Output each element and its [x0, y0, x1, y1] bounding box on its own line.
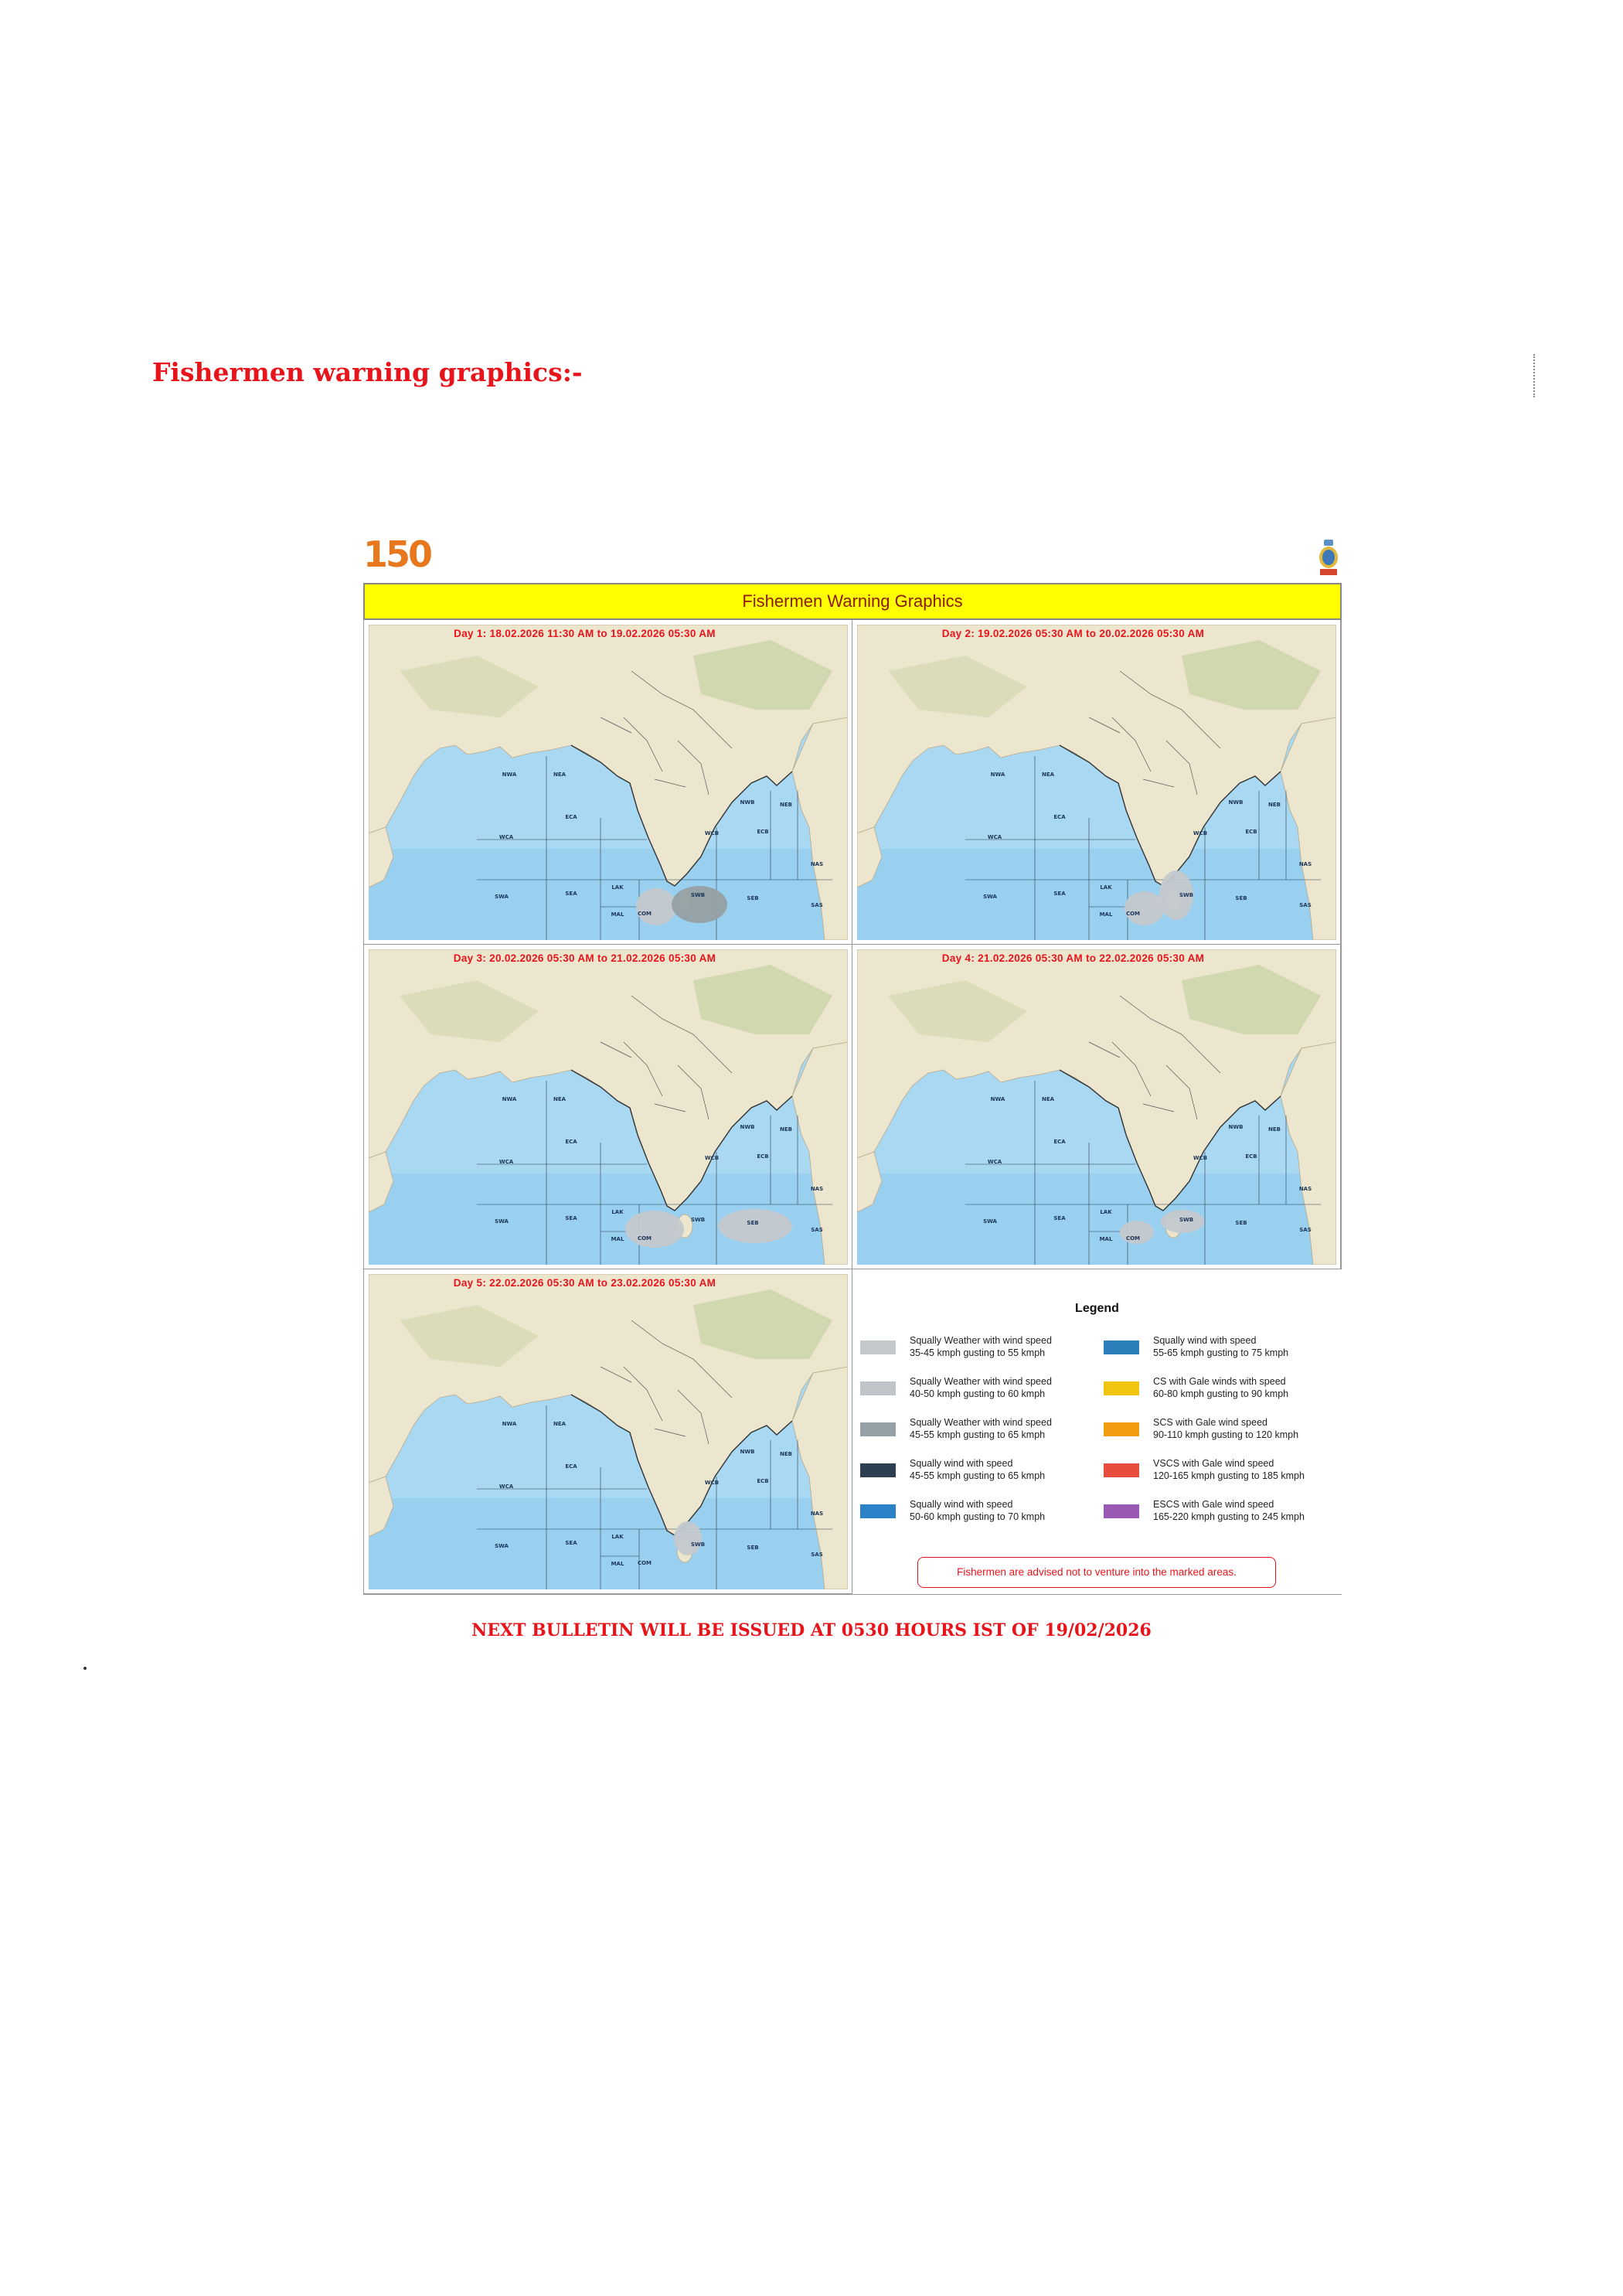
zone-label-ecb: ECB — [1245, 829, 1257, 835]
india-map-day-2 — [857, 625, 1336, 940]
legend-title: Legend — [1075, 1302, 1119, 1315]
legend-swatch — [860, 1463, 896, 1477]
zone-label-mal: MAL — [611, 911, 624, 918]
legend-swatch — [1104, 1381, 1139, 1395]
legend-line1: SCS with Gale wind speed — [1153, 1417, 1267, 1428]
india-map-day-4 — [857, 949, 1336, 1265]
zone-label-sas: SAS — [811, 902, 823, 908]
zone-label-sas: SAS — [811, 1552, 823, 1558]
zone-label-nas: NAS — [1298, 861, 1312, 867]
zone-label-lak: LAK — [1100, 1209, 1112, 1215]
legend-line2: 40-50 kmph gusting to 60 kmph — [910, 1388, 1046, 1399]
zone-label-com: COM — [1125, 911, 1141, 917]
india-map-day-1 — [369, 625, 848, 940]
zone-label-mal: MAL — [611, 1236, 624, 1242]
legend-item — [1104, 1375, 1342, 1411]
day-label: Day 3: 20.02.2026 05:30 AM to 21.02.2026 05:30 AM — [453, 952, 716, 964]
zone-label-lak: LAK — [611, 1534, 624, 1540]
legend-line2: 55-65 kmph gusting to 75 kmph — [1153, 1347, 1289, 1358]
zone-label-mal: MAL — [611, 1561, 624, 1567]
zone-label-wca: WCA — [987, 1159, 1002, 1165]
zone-label-neb: NEB — [1268, 1126, 1281, 1133]
stray-dot — [83, 1667, 87, 1670]
legend-line1: Squally Weather with wind speed — [910, 1376, 1052, 1387]
day-map-4 — [852, 945, 1341, 1269]
graphic-title-bar: Fishermen Warning Graphics — [363, 583, 1342, 620]
legend-item — [1104, 1457, 1342, 1493]
day-map-2 — [852, 620, 1341, 945]
zone-label-nwb: NWB — [740, 1124, 755, 1130]
day-label: Day 5: 22.02.2026 05:30 AM to 23.02.2026 05:30 AM — [453, 1277, 716, 1289]
day-map-5 — [364, 1269, 852, 1594]
legend-panel — [852, 1269, 1342, 1594]
legend-line1: Squally wind with speed — [910, 1499, 1013, 1510]
zone-label-ecb: ECB — [757, 829, 769, 835]
legend-swatch — [1104, 1340, 1139, 1354]
legend-line2: 35-45 kmph gusting to 55 kmph — [910, 1347, 1046, 1358]
zone-label-wcb: WCB — [704, 830, 720, 836]
zone-label-lak: LAK — [611, 884, 624, 891]
zone-label-nwb: NWB — [740, 1449, 755, 1455]
day-map-3 — [364, 945, 852, 1269]
zone-label-com: COM — [637, 1235, 652, 1242]
legend-line1: Squally Weather with wind speed — [910, 1417, 1052, 1428]
zone-label-ecb: ECB — [757, 1478, 769, 1484]
zone-label-nas: NAS — [810, 1511, 824, 1517]
zone-label-swb: SWB — [1179, 892, 1194, 898]
zone-label-swb: SWB — [690, 1217, 706, 1223]
zone-label-ecb: ECB — [1245, 1153, 1257, 1160]
zone-label-nea: NEA — [553, 1421, 567, 1427]
zone-label-wcb: WCB — [704, 1155, 720, 1161]
zone-label-com: COM — [637, 1560, 652, 1566]
zone-label-sas: SAS — [811, 1227, 823, 1233]
day-label: Day 1: 18.02.2026 11:30 AM to 19.02.2026 05:30 AM — [454, 628, 716, 639]
legend-item — [1104, 1334, 1342, 1370]
page-heading: Fishermen warning graphics:- — [152, 357, 583, 387]
zone-label-nwb: NWB — [740, 799, 755, 806]
zone-label-nwa: NWA — [502, 1421, 517, 1427]
zone-label-wca: WCA — [987, 834, 1002, 840]
zone-label-nwa: NWA — [502, 1096, 517, 1102]
day-label: Day 2: 19.02.2026 05:30 AM to 20.02.2026 05:30 AM — [941, 628, 1205, 639]
legend-swatch — [860, 1381, 896, 1395]
legend-swatch — [860, 1422, 896, 1436]
zone-label-sas: SAS — [1299, 1227, 1312, 1233]
zone-label-sea: SEA — [1053, 891, 1066, 897]
zone-label-lak: LAK — [1100, 884, 1112, 891]
margin-marker — [1533, 354, 1535, 397]
zone-label-mal: MAL — [1099, 911, 1113, 918]
zone-label-nas: NAS — [810, 1186, 824, 1192]
zone-label-neb: NEB — [780, 1451, 792, 1457]
zone-label-wca: WCA — [498, 834, 514, 840]
zone-label-sea: SEA — [565, 1215, 577, 1221]
zone-label-swa: SWA — [495, 1543, 509, 1549]
zone-label-com: COM — [1125, 1235, 1141, 1242]
zone-label-nwa: NWA — [990, 772, 1005, 778]
legend-line1: Squally Weather with wind speed — [910, 1335, 1052, 1346]
next-bulletin-notice: NEXT BULLETIN WILL BE ISSUED AT 0530 HOURS IST OF 19/02/2026 — [471, 1620, 1152, 1640]
india-map-day-5 — [369, 1274, 848, 1589]
zone-label-nwb: NWB — [1228, 1124, 1244, 1130]
legend-line2: 45-55 kmph gusting to 65 kmph — [910, 1429, 1046, 1440]
legend-line1: ESCS with Gale wind speed — [1153, 1499, 1274, 1510]
emblem-icon — [1317, 538, 1340, 578]
zone-label-neb: NEB — [780, 1126, 792, 1133]
zone-label-wcb: WCB — [704, 1480, 720, 1486]
zone-label-lak: LAK — [611, 1209, 624, 1215]
zone-label-seb: SEB — [747, 1220, 759, 1226]
legend-swatch — [1104, 1422, 1139, 1436]
zone-label-swb: SWB — [690, 892, 706, 898]
legend-item — [860, 1457, 1100, 1493]
zone-label-swb: SWB — [690, 1541, 706, 1548]
zone-label-neb: NEB — [780, 802, 792, 808]
india-map-day-3 — [369, 949, 848, 1265]
day-map-1 — [364, 620, 852, 945]
zone-label-seb: SEB — [747, 895, 759, 901]
zone-label-wca: WCA — [498, 1484, 514, 1490]
legend-line1: CS with Gale winds with speed — [1153, 1376, 1286, 1387]
zone-label-nwb: NWB — [1228, 799, 1244, 806]
zone-label-nas: NAS — [810, 861, 824, 867]
legend-line2: 45-55 kmph gusting to 65 kmph — [910, 1470, 1046, 1481]
zone-label-wca: WCA — [498, 1159, 514, 1165]
legend-line1: Squally wind with speed — [1153, 1335, 1257, 1346]
zone-label-nwa: NWA — [502, 772, 517, 778]
zone-label-nas: NAS — [1298, 1186, 1312, 1192]
legend-line1: Squally wind with speed — [910, 1458, 1013, 1469]
zone-label-nea: NEA — [1041, 1096, 1055, 1102]
legend-line2: 60-80 kmph gusting to 90 kmph — [1153, 1388, 1289, 1399]
zone-label-eca: ECA — [565, 1139, 577, 1145]
day-map-grid — [363, 620, 1342, 1595]
legend-swatch — [1104, 1504, 1139, 1518]
fishermen-advice-box: Fishermen are advised not to venture into the marked areas. — [917, 1557, 1276, 1588]
zone-label-sas: SAS — [1299, 902, 1312, 908]
zone-label-neb: NEB — [1268, 802, 1281, 808]
zone-label-mal: MAL — [1099, 1236, 1113, 1242]
zone-label-nea: NEA — [1041, 772, 1055, 778]
zone-label-eca: ECA — [1053, 814, 1066, 820]
zone-label-wcb: WCB — [1193, 1155, 1208, 1161]
legend-swatch — [1104, 1463, 1139, 1477]
zone-label-swa: SWA — [495, 1218, 509, 1225]
zone-label-swa: SWA — [983, 1218, 997, 1225]
zone-label-seb: SEB — [1235, 895, 1247, 901]
legend-item — [1104, 1416, 1342, 1452]
zone-label-com: COM — [637, 911, 652, 917]
zone-label-nea: NEA — [553, 772, 567, 778]
zone-label-eca: ECA — [565, 814, 577, 820]
zone-label-eca: ECA — [565, 1463, 577, 1470]
legend-item — [860, 1375, 1100, 1411]
imd-150-logo — [363, 533, 431, 578]
zone-label-swb: SWB — [1179, 1217, 1194, 1223]
zone-label-sea: SEA — [1053, 1215, 1066, 1221]
zone-label-wcb: WCB — [1193, 830, 1208, 836]
zone-label-seb: SEB — [747, 1545, 759, 1551]
legend-line2: 165-220 kmph gusting to 245 kmph — [1153, 1511, 1305, 1522]
fishermen-warning-graphic — [363, 535, 1342, 1595]
legend-swatch — [860, 1340, 896, 1354]
zone-label-sea: SEA — [565, 1540, 577, 1546]
legend-swatch — [860, 1504, 896, 1518]
zone-label-swa: SWA — [495, 894, 509, 900]
zone-label-nwa: NWA — [990, 1096, 1005, 1102]
zone-label-nea: NEA — [553, 1096, 567, 1102]
day-label: Day 4: 21.02.2026 05:30 AM to 22.02.2026 05:30 AM — [941, 952, 1205, 964]
legend-item — [1104, 1498, 1342, 1534]
legend-item — [860, 1498, 1100, 1534]
legend-line2: 50-60 kmph gusting to 70 kmph — [910, 1511, 1046, 1522]
legend-line2: 90-110 kmph gusting to 120 kmph — [1153, 1429, 1299, 1440]
zone-label-eca: ECA — [1053, 1139, 1066, 1145]
legend-item — [860, 1416, 1100, 1452]
legend-item — [860, 1334, 1100, 1370]
zone-label-swa: SWA — [983, 894, 997, 900]
legend-line2: 120-165 kmph gusting to 185 kmph — [1153, 1470, 1305, 1481]
legend-line1: VSCS with Gale wind speed — [1153, 1458, 1274, 1469]
zone-label-seb: SEB — [1235, 1220, 1247, 1226]
zone-label-ecb: ECB — [757, 1153, 769, 1160]
logo-number: 150 — [363, 533, 431, 575]
zone-label-sea: SEA — [565, 891, 577, 897]
